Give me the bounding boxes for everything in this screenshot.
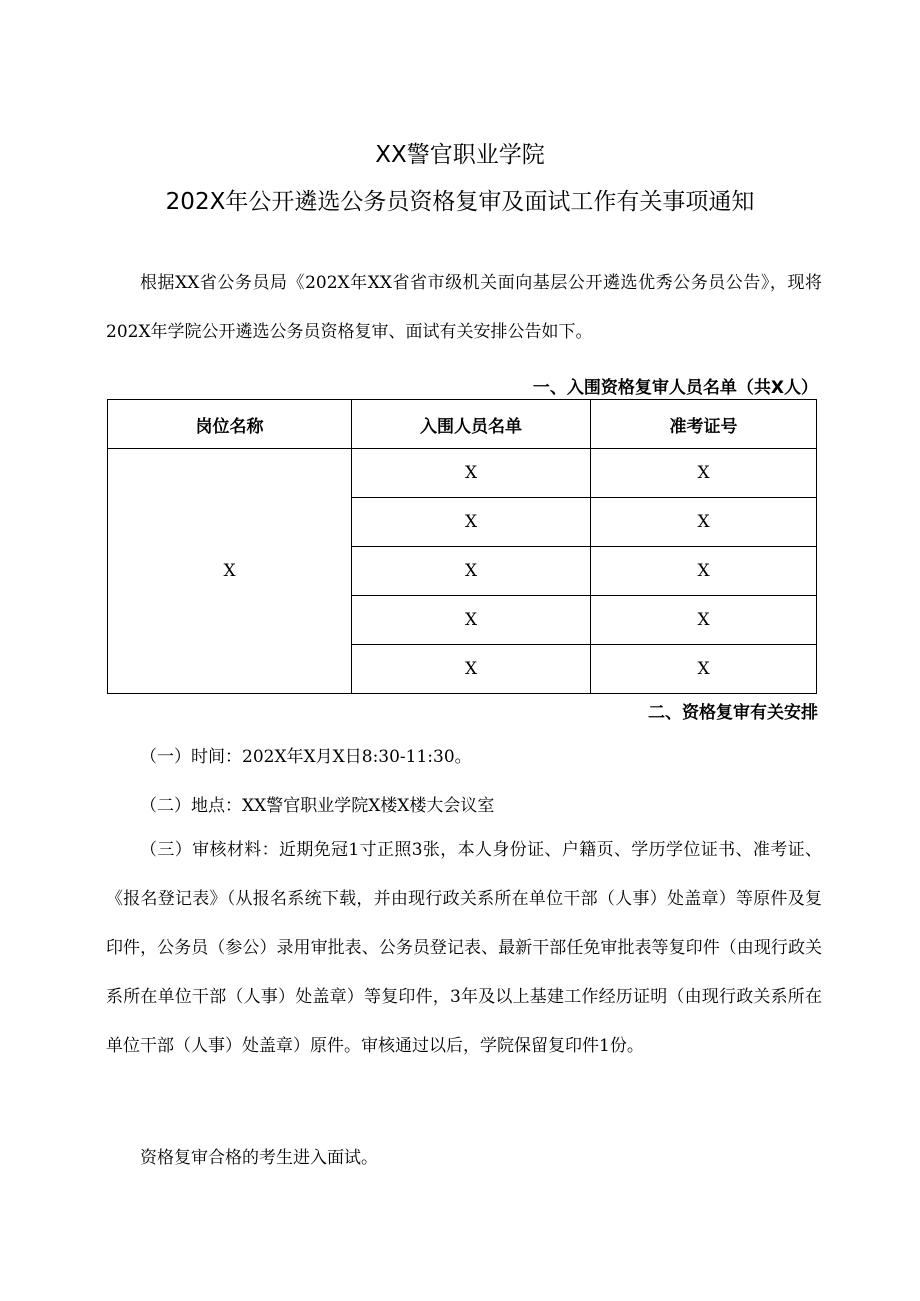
header-ticket-number: 准考证号 — [591, 400, 817, 449]
candidate-name-cell: X — [352, 498, 591, 547]
position-cell: X — [108, 449, 352, 694]
ticket-number-cell: X — [591, 547, 817, 596]
table-header-row — [108, 400, 817, 449]
section-heading-candidate-list: 一、入围资格复审人员名单（共X人） — [532, 378, 818, 398]
header-position: 岗位名称 — [108, 400, 352, 449]
candidate-name-cell: X — [352, 645, 591, 694]
candidate-name-cell: X — [352, 547, 591, 596]
intro-paragraph: 根据XX省公务员局《202X年XX省省市级机关面向基层公开遴选优秀公务员公告》，现将202X年学院公开遴选公务员资格复审、面试有关安排公告如下。 — [106, 273, 822, 342]
review-location-item: （二）地点：XX警官职业学院X楼X楼大会议室 — [140, 796, 495, 816]
review-materials-item: （三）审核材料：近期免冠1寸正照3张，本人身份证、户籍页、学历学位证书、准考证、《报名登记表》（从报名系统下载，并由现行政关系所在单位干部（人事）处盖章）等原件及复印件，公务员（参公）录用审批表、公务员登记表、最新干部任免审批表等复印件（由现行政关系所在单位干部（人事）处盖章）等复印件，3年及以上基建工作经历证明（由现行政关系所在单位干部（人事）处盖章）原件。审核通过以后，学院保留复印件1份。 — [106, 840, 822, 1056]
section-heading-review-arrangement: 二、资格复审有关安排 — [648, 703, 818, 723]
ticket-number-cell: X — [591, 498, 817, 547]
ticket-number-cell: X — [591, 596, 817, 645]
review-time-item: （一）时间：202X年X月X日8:30-11:30。 — [140, 747, 472, 767]
candidate-table — [107, 399, 817, 694]
document-title: 202X年公开遴选公务员资格复审及面试工作有关事项通知 — [165, 189, 755, 215]
candidate-name-cell: X — [352, 449, 591, 498]
document-title-institution: XX警官职业学院 — [375, 142, 545, 168]
ticket-number-cell: X — [591, 645, 817, 694]
header-candidate-name: 入围人员名单 — [352, 400, 591, 449]
candidate-name-cell: X — [352, 596, 591, 645]
final-note: 资格复审合格的考生进入面试。 — [140, 1148, 378, 1168]
ticket-number-cell: X — [591, 449, 817, 498]
table-row — [108, 449, 817, 498]
